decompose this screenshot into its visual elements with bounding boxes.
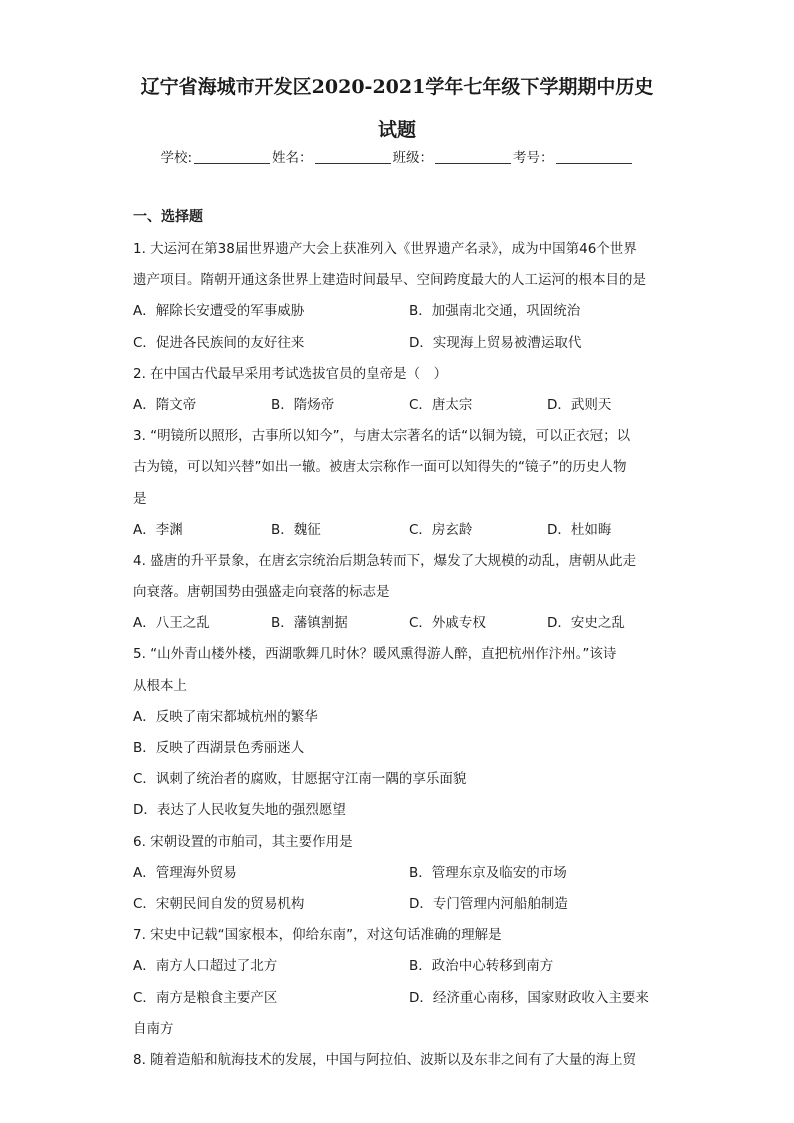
question-5-stem: 5. “山外青山楼外楼，西湖歌舞几时休？暖风熏得游人醉，直把杭州作汴州。”该诗 <box>133 646 617 663</box>
class-label: 班级： <box>392 150 434 166</box>
q3-option-a: A．李渊 <box>133 521 183 538</box>
title-line-1: 辽宁省海城市开发区2020-2021学年七年级下学期期中历史 <box>140 76 654 98</box>
q4-option-a: A．八王之乱 <box>133 615 210 632</box>
q5-option-b: B．反映了西湖景色秀丽迷人 <box>133 740 305 756</box>
exam-number-blank <box>556 149 632 164</box>
q2-option-b: B．隋炀帝 <box>271 396 335 413</box>
question-8-stem: 8. 随着造船和航海技术的发展，中国与阿拉伯、波斯以及东非之间有了大量的海上贸 <box>133 1051 637 1068</box>
question-4-stem-cont: 向衰落。唐朝国势由强盛走向衰落的标志是 <box>133 584 390 601</box>
school-blank <box>194 149 270 164</box>
question-1-stem-cont: 遗产项目。隋朝开通这条世界上建造时间最早、空间跨度最大的人工运河的根本目的是 <box>133 272 646 289</box>
question-1-options-row-1 <box>133 296 663 327</box>
q7-option-b: B．政治中心转移到南方 <box>409 958 554 975</box>
title-line-2: 试题 <box>377 119 416 141</box>
q1-option-c: C．促进各民族间的友好往来 <box>133 334 305 351</box>
q5-option-c: C．讽刺了统治者的腐败，甘愿据守江南一隅的享乐面貌 <box>133 771 467 788</box>
student-info-line <box>0 146 794 166</box>
question-6-options-row-1 <box>133 858 663 889</box>
question-3-options <box>133 515 663 546</box>
question-4-stem: 4. 盛唐的升平景象，在唐玄宗统治后期急转而下，爆发了大规模的动乱，唐朝从此走 <box>133 552 637 569</box>
q4-option-d: D．安史之乱 <box>547 615 625 632</box>
q3-option-b: B．魏征 <box>271 521 321 538</box>
q2-option-d: D．武则天 <box>547 396 612 413</box>
q7-option-d: D．经济重心南移，国家财政收入主要来 <box>409 989 649 1006</box>
q1-option-d: D．实现海上贸易被漕运取代 <box>409 334 582 351</box>
q6-option-c: C．宋朝民间自发的贸易机构 <box>133 895 305 912</box>
q7-option-d-cont: 自南方 <box>133 1020 174 1037</box>
question-6-stem: 6. 宋朝设置的市舶司，其主要作用是 <box>133 833 353 850</box>
q7-option-c: C．南方是粮食主要产区 <box>133 989 278 1006</box>
question-2-stem: 2. 在中国古代最早采用考试选拔官员的皇帝是（ ） <box>133 365 448 382</box>
name-blank <box>315 149 391 164</box>
q6-option-a: A．管理海外贸易 <box>133 864 237 881</box>
question-7-options-row-2 <box>133 983 663 1014</box>
q1-option-a: A．解除长安遭受的军事威胁 <box>133 303 305 320</box>
q4-option-c: C．外戚专权 <box>409 615 486 632</box>
question-3-stem-end: 是 <box>133 490 147 507</box>
question-4-options <box>133 608 663 639</box>
q4-option-b: B．藩镇割据 <box>271 615 348 632</box>
q6-option-b: B．管理东京及临安的市场 <box>409 864 567 881</box>
question-6-options-row-2 <box>133 889 663 920</box>
q5-option-a: A．反映了南宋都城杭州的繁华 <box>133 708 318 725</box>
q1-option-b: B．加强南北交通，巩固统治 <box>409 303 581 320</box>
q3-option-d: D．杜如晦 <box>547 521 612 538</box>
name-label: 姓名： <box>272 150 313 166</box>
question-1-stem: 1. 大运河在第38届世界遗产大会上获准列入《世界遗产名录》，成为中国第46个世界 <box>133 241 637 257</box>
q3-option-c: C．房玄龄 <box>409 521 473 538</box>
question-2-options <box>133 390 663 421</box>
q2-option-a: A．隋文帝 <box>133 396 197 413</box>
question-7-options-row-1 <box>133 951 663 982</box>
q6-option-d: D．专门管理内河船舶制造 <box>409 895 568 912</box>
section-heading: 一、选择题 <box>133 209 203 225</box>
question-7-stem: 7. 宋史中记载“国家根本，仰给东南”，对这句话准确的理解是 <box>133 927 502 944</box>
question-1-options-row-2 <box>133 328 663 359</box>
q7-option-a: A．南方人口超过了北方 <box>133 958 278 975</box>
question-3-stem: 3. “明镜所以照形，古事所以知今”，与唐太宗著名的话“以铜为镜，可以正衣冠；以 <box>133 428 631 445</box>
question-3-stem-cont: 古为镜，可以知兴替”如出一辙。被唐太宗称作一面可以知得失的“镜子”的历史人物 <box>133 459 627 476</box>
q5-option-d: D．表达了人民收复失地的强烈愿望 <box>133 802 346 819</box>
school-label: 学校: <box>160 150 193 166</box>
question-list <box>133 234 663 1076</box>
class-blank <box>435 149 511 164</box>
q2-option-c: C．唐太宗 <box>409 396 473 413</box>
question-5-stem-cont: 从根本上 <box>133 677 187 694</box>
exam-number-label: 考号： <box>513 150 554 166</box>
exam-title <box>120 66 674 152</box>
